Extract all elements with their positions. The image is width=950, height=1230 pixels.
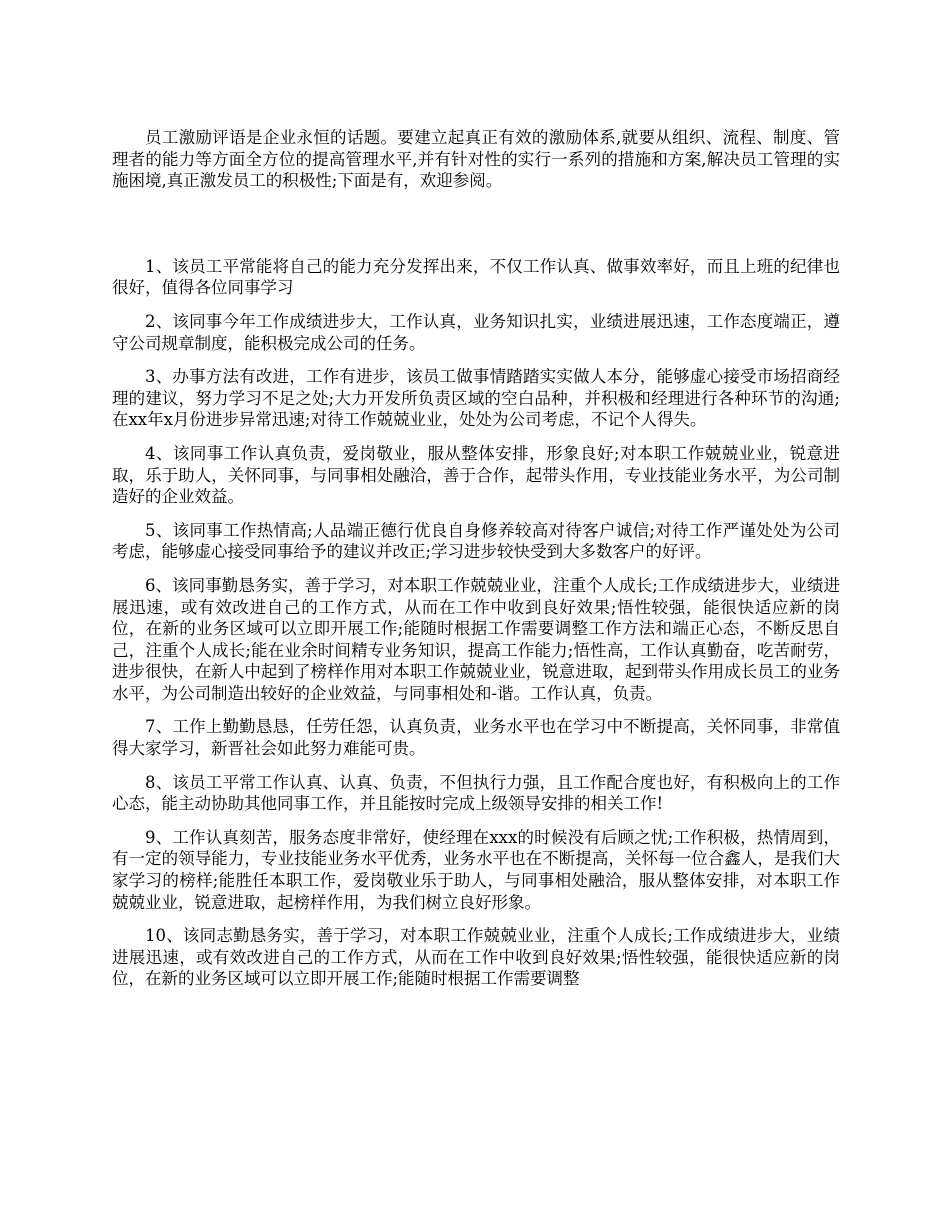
comment-item-6: 6、该同事勤恳务实，善于学习，对本职工作兢兢业业，注重个人成长;工作成绩进步大，业绩进展迅速，或有效改进自己的工作方式，从而在工作中收到良好效果;悟性较强，能很快适应新的岗位，在新的业务区域可以立即开展工作;能随时根据工作需要调整工作方法和端正心态，不断反思自己，注重个人成长;能在业余时间精专业务知识，提高工作能力;悟性高，工作认真勤奋，吃苦耐劳，进步很快，在新人中起到了榜样作用对本职工作兢兢业业，锐意进取，起到带头作用成长员工的业务水平，为公司制造出较好的企业效益，与同事相处和-谐。工作认真，负责。 (112, 575, 840, 703)
document-body (112, 127, 840, 1002)
comment-item-1: 1、该员工平常能将自己的能力充分发挥出来，不仅工作认真、做事效率好，而且上班的纪律也很好，值得各位同事学习 (112, 256, 840, 298)
comment-item-2: 2、该同事今年工作成绩进步大，工作认真，业务知识扎实，业绩进展迅速，工作态度端正，遵守公司规章制度，能积极完成公司的任务。 (112, 311, 840, 353)
comment-item-4: 4、该同事工作认真负责，爱岗敬业，服从整体安排，形象良好;对本职工作兢兢业业，锐意进取，乐于助人，关怀同事，与同事相处融洽，善于合作，起带头作用，专业技能业务水平，为公司制造好的企业效益。 (112, 443, 840, 507)
comment-item-10: 10、该同志勤恳务实，善于学习，对本职工作兢兢业业，注重个人成长;工作成绩进步大，业绩进展迅速，或有效改进自己的工作方式，从而在工作中收到良好效果;悟性较强，能很快适应新的岗位，在新的业务区域可以立即开展工作;能随时根据工作需要调整 (112, 926, 840, 989)
intro-paragraph: 员工激励评语是企业永恒的话题。要建立起真正有效的激励体系,就要从组织、流程、制度、管理者的能力等方面全方位的提高管理水平,并有针对性的实行一系列的措施和方案,解决员工管理的实施困境,真正激发员工的积极性;下面是有，欢迎参阅。 (112, 128, 840, 191)
comment-item-9: 9、工作认真刻苦，服务态度非常好，使经理在xxx的时候没有后顾之忧;工作积极，热情周到，有一定的领导能力，专业技能业务水平优秀，业务水平也在不断提高，关怀每一位合鑫人，是我们大家学习的榜样;能胜任本职工作，爱岗敬业乐于助人，与同事相处融洽，服从整体安排，对本职工作兢兢业业，锐意进取，起榜样作用，为我们树立良好形象。 (112, 827, 840, 912)
comment-item-3: 3、办事方法有改进，工作有进步，该员工做事情踏踏实实做人本分，能够虚心接受市场招商经理的建议，努力学习不足之处;大力开发所负责区域的空白品种，并积极和经理进行各种环节的沟通;在xx年x月份进步异常迅速;对待工作兢兢业业，处处为公司考虑，不记个人得失。 (112, 367, 840, 430)
comment-item-7: 7、工作上勤勤恳恳，任劳任怨，认真负责，业务水平也在学习中不断提高，关怀同事，非常值得大家学习，新晋社会如此努力难能可贵。 (112, 717, 840, 759)
comment-item-8: 8、该员工平常工作认真、认真、负责，不但执行力强，且工作配合度也好，有积极向上的工作心态，能主动协助其他同事工作，并且能按时完成上级领导安排的相关工作! (112, 772, 840, 814)
comment-item-5: 5、该同事工作热情高;人品端正德行优良自身修养较高对待客户诚信;对待工作严谨处处为公司考虑，能够虚心接受同事给予的建议并改正;学习进步较快受到大多数客户的好评。 (112, 520, 840, 562)
